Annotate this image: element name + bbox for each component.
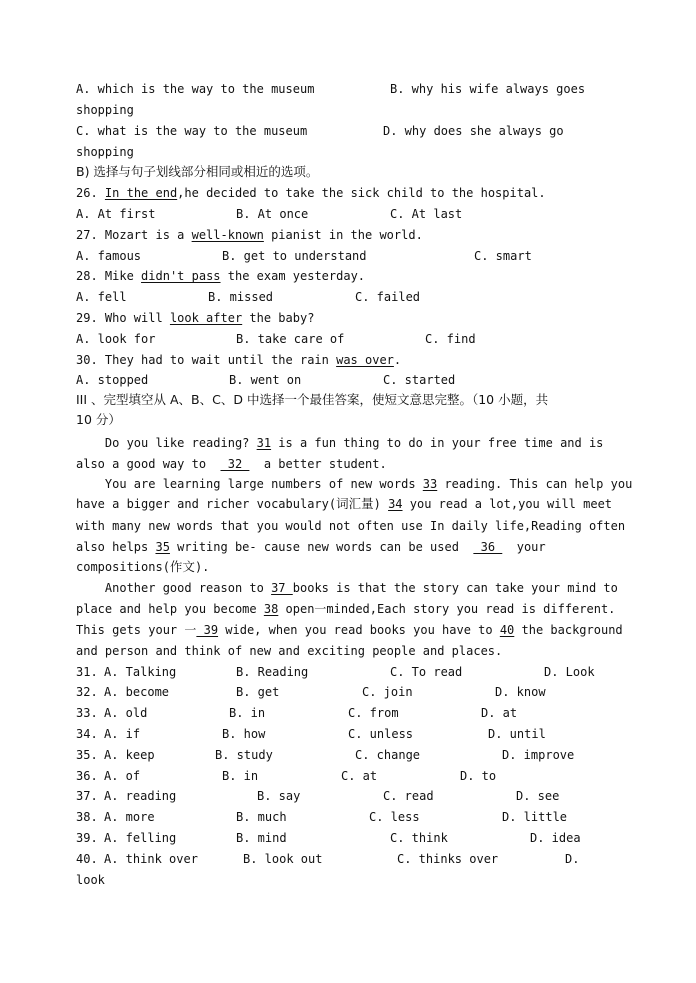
section-iii-heading-cont: 10 分） [76,412,121,427]
choice-num: 37. [76,789,98,803]
choice-num: 31. [76,665,98,679]
option-25c: C. what is the way to the museum [76,124,308,138]
passage-line: compositions(作文). [76,559,210,574]
blank-40: 40 [499,623,515,637]
choice-option: A. felling [104,831,177,845]
choice-option: D. at [481,706,518,720]
option-28a: A. fell [76,290,127,304]
blank-32: 32 [220,457,250,471]
choice-option: C. at [341,769,378,783]
choice-option: B. Reading [236,665,309,679]
passage-line: and person and think of new and exciting people and places. [76,644,503,658]
blank-33: 33 [422,477,438,491]
passage-line: Do you like reading? 31 is a fun thing to do in your free time and is [76,436,604,450]
option-27c: C. smart [474,249,532,263]
option-29b: B. take care of [236,332,345,346]
choice-option: B. get [236,685,280,699]
passage-line: also a good way to 32 a better student. [76,457,387,471]
question-30: 30. They had to wait until the rain was over. [76,353,402,367]
choice-option: C. read [383,789,434,803]
choice-option: D. Look [544,665,595,679]
option-25b: B. why his wife always goes [390,82,586,96]
option-25b-cont: shopping [76,103,134,117]
choice-option: B. in [229,706,266,720]
choice-option: D. [565,852,580,866]
choice-num: 35. [76,748,98,762]
underlined-phrase: didn't pass [141,269,221,283]
choice-option: A. if [104,727,141,741]
option-26b: B. At once [236,207,309,221]
choice-num: 36. [76,769,98,783]
underlined-phrase: look after [169,311,243,325]
passage-line: place and help you become 38 open一minded,Each story you read is different. [76,602,616,616]
choice-option: B. much [236,810,287,824]
choice-option: B. look out [243,852,323,866]
choice-num: 33. [76,706,98,720]
blank-31: 31 [256,436,272,450]
option-28c: C. failed [355,290,421,304]
choice-option: A. old [104,706,148,720]
choice-option: B. how [222,727,266,741]
choice-option: D. to [460,769,497,783]
question-26: 26. In the end,he decided to take the sick child to the hospital. [76,186,546,200]
choice-num: 38. [76,810,98,824]
choice-option: C. unless [348,727,414,741]
section-b-heading: B) 选择与句子划线部分相同或相近的选项。 [76,164,319,179]
blank-35: 35 [155,540,170,554]
option-30c: C. started [383,373,456,387]
blank-37: 37 [271,581,293,595]
blank-38: 38 [263,602,279,616]
question-27: 27. Mozart is a well-known pianist in the world. [76,228,423,242]
choice-option: B. in [222,769,259,783]
option-25d: D. why does she always go [383,124,564,138]
option-29a: A. look for [76,332,156,346]
option-29c: C. find [425,332,476,346]
choice-option: A. reading [104,789,177,803]
option-30b: B. went on [229,373,302,387]
choice-option: D. idea [530,831,581,845]
choice-option: D. see [516,789,560,803]
choice-option: C. join [362,685,413,699]
choice-option: A. of [104,769,141,783]
section-iii-heading: III 、完型填空从 A、B、C、D 中选择一个最佳答案，使短文意思完整。（10 小题，共 [76,392,549,407]
choice-option: A. more [104,810,155,824]
question-28: 28. Mike didn't pass the exam yesterday. [76,269,366,283]
choice-option: C. less [369,810,420,824]
choice-option: C. thinks over [397,852,499,866]
choice-option: D. know [495,685,546,699]
choice-option: C. To read [390,665,463,679]
choice-option: B. study [215,748,273,762]
choice-option: C. from [348,706,399,720]
choice-option: D. little [502,810,568,824]
choice-num: 34. [76,727,98,741]
option-25a: A. which is the way to the museum [76,82,315,96]
choice-num: 39. [76,831,98,845]
passage-line: This gets your 一 39 wide, when you read books you have to 40 the background [76,623,623,637]
choice-option: C. think [390,831,448,845]
blank-39: 39 [196,623,219,637]
choice-option-cont: look [76,873,105,887]
option-26c: C. At last [390,207,463,221]
option-27a: A. famous [76,249,142,263]
choice-option: B. mind [236,831,287,845]
passage-line: also helps 35 writing be- cause new words can be used 36 your [76,540,546,554]
option-25d-cont: shopping [76,145,134,159]
passage-line: with many new words that you would not often use In daily life,Reading often [76,519,626,533]
passage-line: Another good reason to 37 books is that the story can take your mind to [76,581,618,595]
choice-option: A. become [104,685,170,699]
underlined-phrase: In the end [104,186,178,200]
question-29: 29. Who will look after the baby? [76,311,315,325]
underlined-phrase: well-known [191,228,264,242]
choice-option: A. keep [104,748,155,762]
blank-34: 34 [388,497,403,511]
choice-num: 40. [76,852,98,866]
choice-option: C. change [355,748,421,762]
choice-option: A. think over [104,852,198,866]
choice-option: D. until [488,727,546,741]
choice-option: B. say [257,789,301,803]
option-30a: A. stopped [76,373,149,387]
option-27b: B. get to understand [222,249,367,263]
choice-option: D. improve [502,748,575,762]
option-28b: B. missed [208,290,274,304]
blank-36: 36 [473,540,503,554]
passage-line: You are learning large numbers of new words 33 reading. This can help you [76,477,633,491]
choice-option: A. Talking [104,665,177,679]
option-26a: A. At first [76,207,156,221]
passage-line: have a bigger and richer vocabulary(词汇量) 34 you read a lot,you will meet [76,496,613,511]
underlined-phrase: was over [336,353,394,367]
choice-num: 32. [76,685,98,699]
